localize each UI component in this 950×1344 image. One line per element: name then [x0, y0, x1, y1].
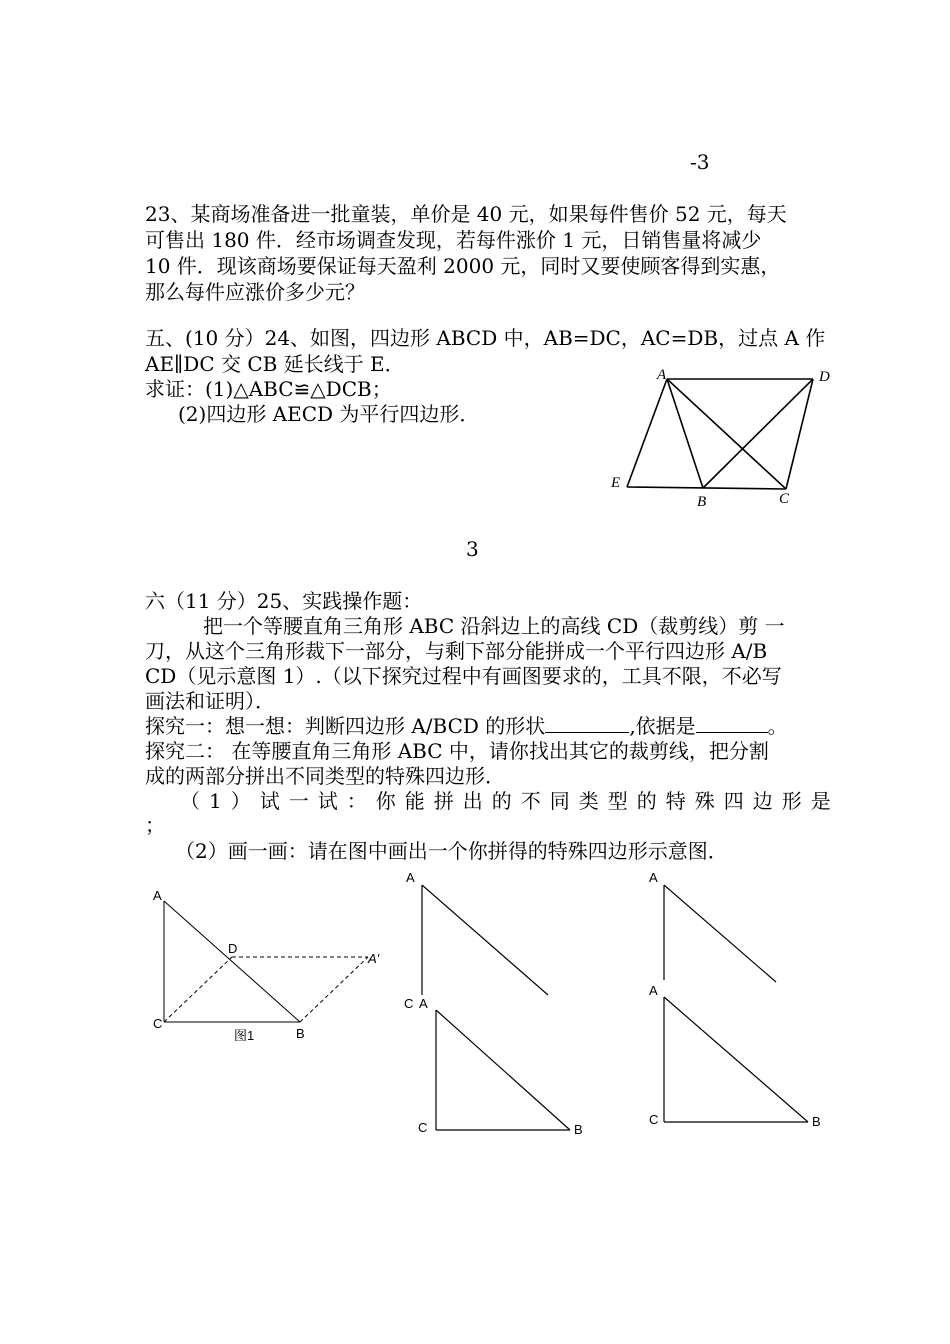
q24-line-1: 五、(10 分）24、如图，四边形 ABCD 中，AB=DC，AC=DB，过点 A 作 — [145, 326, 826, 350]
explore-1-text: 探究一：想一想：判断四边形 A/BCD 的形状 — [145, 714, 546, 738]
page-mark-top: -3 — [690, 150, 710, 174]
fig1-label-c: C — [153, 1016, 163, 1031]
figure-1 — [164, 901, 368, 1022]
page-mark-middle: 3 — [466, 537, 479, 561]
q24-label-a: A — [657, 367, 667, 383]
explore-1-basis: ,依据是 — [629, 714, 696, 738]
q24-label-c: C — [779, 491, 790, 507]
q25-para-3: CD（见示意图 1）.（以下探究过程中有画图要求的，工具不限，不必写 — [145, 664, 782, 688]
q24-line-3: 求证：(1)△ABC≌△DCB； — [145, 377, 392, 401]
triangle-mid-top — [422, 885, 548, 995]
q25-para-1: 把一个等腰直角三角形 ABC 沿斜边上的高线 CD（裁剪线）剪 一 — [203, 614, 785, 638]
q25-para-2: 刀，从这个三角形裁下一部分，与剩下部分能拼成一个平行四边形 A/B — [145, 639, 768, 663]
fig1-label-d: D — [228, 941, 238, 956]
q24-label-b: B — [697, 494, 707, 510]
q25-para-4: 画法和证明）． — [145, 689, 275, 713]
right-bottom-label-b: B — [812, 1114, 821, 1129]
q23-line-3: 10 件．现该商场要保证每天盈利 2000 元，同时又要使顾客得到实惠， — [145, 254, 781, 278]
q23-line-1: 23、某商场准备进一批童装，单价是 40 元，如果每件售价 52 元，每天 — [145, 202, 787, 226]
q24-label-e: E — [611, 475, 621, 491]
q25-explore-2a: 探究二： 在等腰直角三角形 ABC 中，请你找出其它的裁剪线，把分割 — [145, 739, 769, 763]
q25-try-line: （1）试一试：你能拼出的不同类型的特殊四边形是 — [180, 789, 840, 813]
mid-top-label-c: C — [404, 996, 414, 1011]
triangle-right-bottom — [664, 997, 808, 1122]
q24-figure — [627, 379, 813, 489]
triangle-mid-bottom — [436, 1010, 570, 1130]
right-top-label-a: A — [649, 870, 658, 885]
q25-heading: 六（11 分）25、实践操作题： — [145, 589, 423, 613]
q25-explore-2b: 成的两部分拼出不同类型的特殊四边形． — [145, 764, 505, 788]
fig1-label-a-prime: A' — [368, 951, 380, 966]
fig1-caption: 图1 — [234, 1028, 255, 1043]
q23-line-2: 可售出 180 件．经市场调查发现，若每件涨价 1 元，日销售量将减少 — [145, 228, 762, 252]
fig1-label-a: A — [153, 888, 162, 903]
q24-label-d: D — [819, 369, 830, 385]
explore-1-end: 。 — [767, 714, 788, 738]
fig1-label-b: B — [296, 1026, 305, 1041]
q24-line-2: AE∥DC 交 CB 延长线于 E． — [145, 352, 405, 376]
q23-line-4: 那么每件应涨价多少元？ — [145, 280, 365, 304]
mid-bottom-label-a: A — [419, 996, 428, 1011]
q25-semicolon: ； — [145, 813, 165, 837]
mid-bottom-label-c: C — [418, 1120, 428, 1135]
q24-line-4: (2)四边形 AECD 为平行四边形． — [178, 402, 480, 426]
q25-draw-line: （2）画一画：请在图中画出一个你拼得的特殊四边形示意图． — [175, 839, 728, 863]
right-bottom-label-c: C — [649, 1112, 659, 1127]
mid-top-label-a: A — [406, 870, 415, 885]
mid-bottom-label-b: B — [574, 1122, 583, 1137]
triangle-right-top — [664, 885, 776, 982]
right-bottom-label-a: A — [649, 983, 658, 998]
